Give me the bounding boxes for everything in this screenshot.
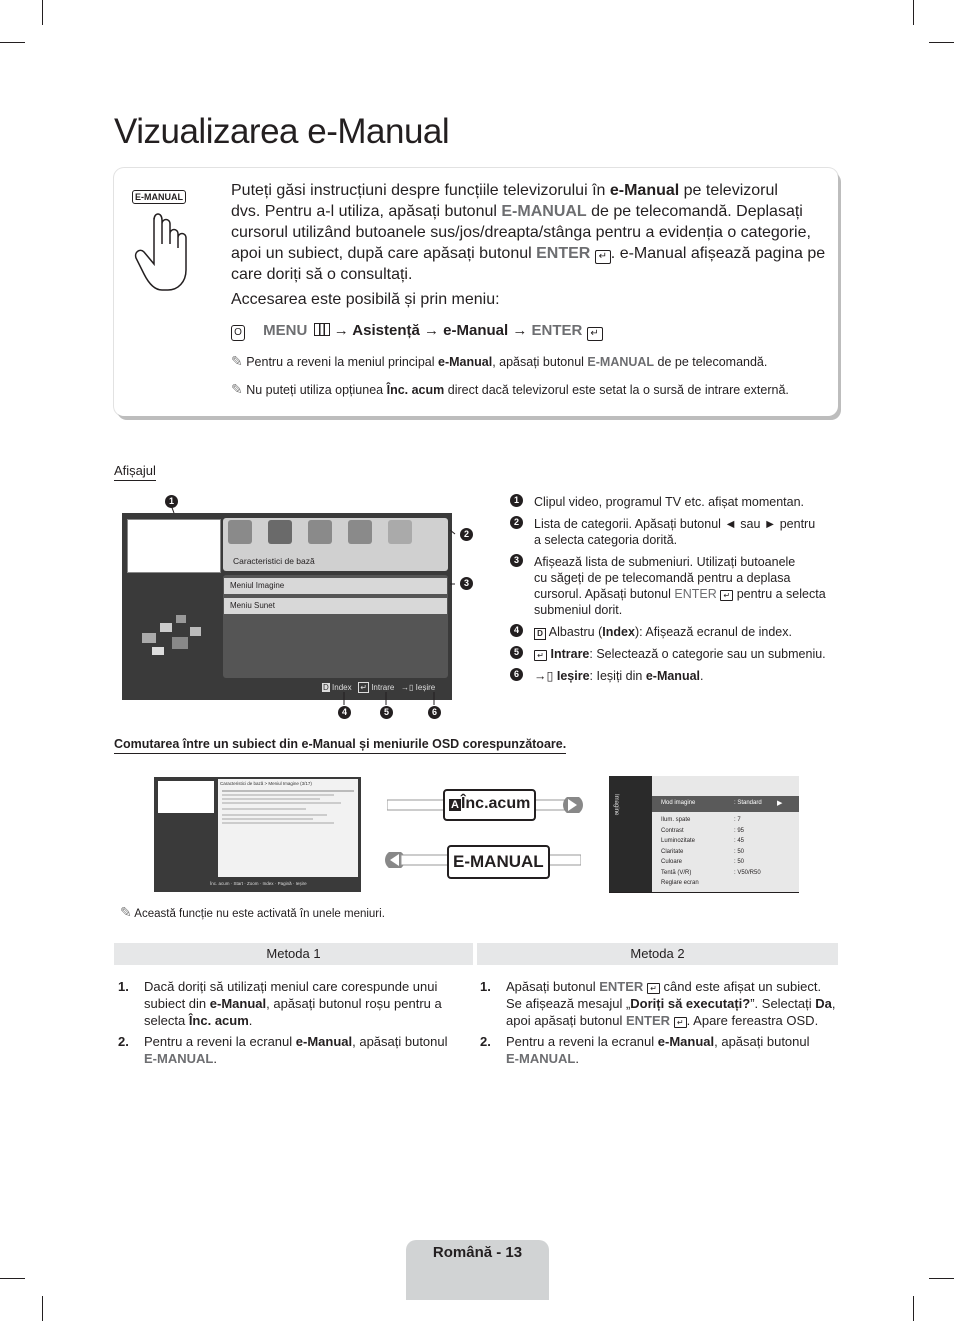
note-pencil-icon: ✎: [120, 904, 132, 920]
crop-mark: [929, 1278, 954, 1279]
legend-item: 3 Afișează lista de submeniuri. Utilizați butoanele cu săgeți de pe telecomandă pentru a deplasa cursorul. Apăsați butonul ENTER ↵ pentru a selecta submeniul dorit.: [510, 554, 840, 618]
osd-row-value: : 7: [734, 817, 741, 823]
osd-row-value: : Standard: [734, 800, 762, 806]
tv-preview: [158, 781, 214, 813]
submenu-item[interactable]: Meniu Sunet: [224, 598, 447, 614]
menu-path: O MENU → Asistență → e-Manual → ENTER ↵: [231, 320, 831, 341]
crop-mark: [0, 1278, 25, 1279]
osd-row-value: : V50/R50: [734, 870, 761, 876]
osd-row-value: : 45: [734, 838, 745, 844]
osd-row-label: Claritate: [661, 849, 684, 855]
emanual-button: E-MANUAL: [447, 845, 550, 879]
crop-mark: [42, 0, 43, 25]
page-footer: [406, 1240, 549, 1300]
crop-mark: [42, 1296, 43, 1321]
crop-mark: [913, 0, 914, 25]
blue-d-icon: D: [534, 628, 546, 640]
emanual-button-label: E-MANUAL: [132, 190, 186, 204]
menu-icon: [314, 323, 330, 336]
page-title: Vizualizarea e-Manual: [114, 112, 450, 151]
enter-icon: ↵: [587, 327, 603, 341]
exit-icon: →▯: [534, 669, 554, 683]
osd-row-label: Luminozitate: [661, 838, 696, 844]
topic-footer: Înc. acum · Start · Zoom · Index · Pagină · Ieșire: [210, 881, 307, 886]
legend: [510, 494, 840, 684]
enter-icon: ↵: [595, 250, 611, 264]
osd-row-label: Culoare: [661, 859, 683, 865]
callout-5: 5: [380, 706, 393, 719]
callout-3: 3: [460, 577, 473, 590]
method-2-header: Metoda 2: [477, 943, 838, 965]
osd-screen: [609, 776, 799, 893]
switch-note: ✎ Această funcție nu este activată în unele meniuri.: [120, 904, 385, 920]
crop-mark: [0, 42, 25, 43]
callout-4: 4: [338, 706, 351, 719]
step-item: 2. Pentru a reveni la ecranul e-Manual, apăsați butonul E-MANUAL.: [480, 1034, 810, 1066]
step-item: 2. Pentru a reveni la ecranul e-Manual, apăsați butonul E-MANUAL.: [118, 1034, 448, 1066]
legend-item: 2 Lista de categorii. Apăsați butonul ◄ sau ► pentru a selecta categoria dorită.: [510, 516, 840, 548]
step-item: 1. Dacă doriți să utilizați meniul care corespunde unui subiect din e-Manual, apăsați butonul roșu pentru a selecta Înc. acum.: [118, 979, 442, 1028]
callout-2: 2: [460, 528, 473, 541]
callout-1: 1: [165, 495, 178, 508]
note-1: ✎ Pentru a reveni la meniul principal e-Manual, apăsați butonul E-MANUAL de pe telecomandă.: [231, 353, 768, 369]
legend-item: 4 D Albastru (Index): Afișează ecranul de index.: [510, 624, 840, 640]
enter-icon: ↵: [534, 650, 547, 661]
callout-lines: [110, 490, 480, 720]
legend-item: 1 Clipul video, programul TV etc. afișat momentan.: [510, 494, 840, 510]
step-item: 1. Apăsați butonul ENTER ↵ când este afișat un subiect. Se afișează mesajul „Doriți să executați?”. Selectați Da, apoi apăsați butonul ENTER ↵ . Apare fereastra OSD.: [480, 979, 836, 1028]
intro-paragraph: Puteți găsi instrucțiuni despre funcțiile televizorului în e-Manual pe televizorul dvs. Pentru a-l utiliza, apăsați butonul E-MANUAL de pe telecomandă. Deplasați cursorul utilizând butoanele sus/jos/dreapta/stânga pentru a evidenția o categorie, apoi un subiect, după care apăsați butonul ENTER ↵ . e-Manual afișează pagina pe care doriți să o consultați. Accesarea este posibilă și prin meniu: O MENU → Asistență → e-Manual → ENTER ↵ ✎ Pentru a reveni la meniul principal e-Manual, apăsați butonul E-MANUAL de pe telecomandă. ✎ Nu puteți utiliza opțiunea Înc. acum direct dacă televizorul este setat la o sursă de intrare externă.: [231, 180, 831, 401]
callout-6: 6: [428, 706, 441, 719]
category-label: Caracteristici de bază: [233, 556, 315, 566]
method-1-steps: [118, 978, 468, 1067]
enter-icon: ↵: [720, 590, 733, 601]
osd-row-label: Mod imagine: [661, 800, 696, 806]
osd-row-value: : 50: [734, 859, 745, 865]
note-pencil-icon: ✎: [231, 353, 243, 369]
emanual-topic-screen: [154, 777, 361, 892]
osd-row-label: Reglare ecran: [661, 880, 699, 886]
legend-item: 6 →▯ Ieșire: Ieșiți din e-Manual.: [510, 668, 840, 684]
inc-acum-button: A Înc.acum: [443, 789, 536, 821]
switch-heading: Comutarea între un subiect din e-Manual și meniurile OSD corespunzătoare.: [114, 737, 566, 754]
emanual-button-icon: [132, 186, 202, 296]
osd-row-value: : 95: [734, 828, 745, 834]
method-1-header: Metoda 1: [114, 943, 473, 965]
topic-page: Caracteristici de bază > Meniul Imagine (3/17): [218, 779, 358, 877]
intro-box: [114, 168, 838, 416]
crop-mark: [913, 1296, 914, 1321]
crop-mark: [929, 42, 954, 43]
enter-icon: ↵: [647, 983, 660, 994]
method-2-steps: [480, 978, 836, 1067]
osd-row-label: Ilum. spate: [661, 817, 691, 823]
osd-side-label: Imagine: [613, 794, 619, 816]
submenu-item[interactable]: Meniul Imagine: [224, 578, 447, 594]
note-2: ✎ Nu puteți utiliza opțiunea Înc. acum direct dacă televizorul este setat la o sursă de intrare externă.: [231, 381, 789, 397]
arrow-right-icon: ▶: [777, 800, 783, 807]
osd-row-label: Contrast: [661, 828, 684, 834]
page-number: Română - 13: [432, 1244, 523, 1261]
menu-access-text: Accesarea este posibilă și prin meniu:: [231, 291, 500, 308]
note-pencil-icon: ✎: [231, 381, 243, 397]
enter-icon: ↵: [674, 1017, 687, 1028]
osd-row-value: : 50: [734, 849, 745, 855]
screen-footer: D Index ↵ Intrare →▯ Ieșire: [323, 683, 436, 692]
legend-item: 5 ↵ Intrare: Selectează o categorie sau un submeniu.: [510, 646, 840, 662]
osd-row-label: Tentă (V/R): [661, 870, 692, 876]
display-heading: Afișajul: [114, 463, 156, 481]
menu-o-icon: O: [231, 325, 245, 341]
